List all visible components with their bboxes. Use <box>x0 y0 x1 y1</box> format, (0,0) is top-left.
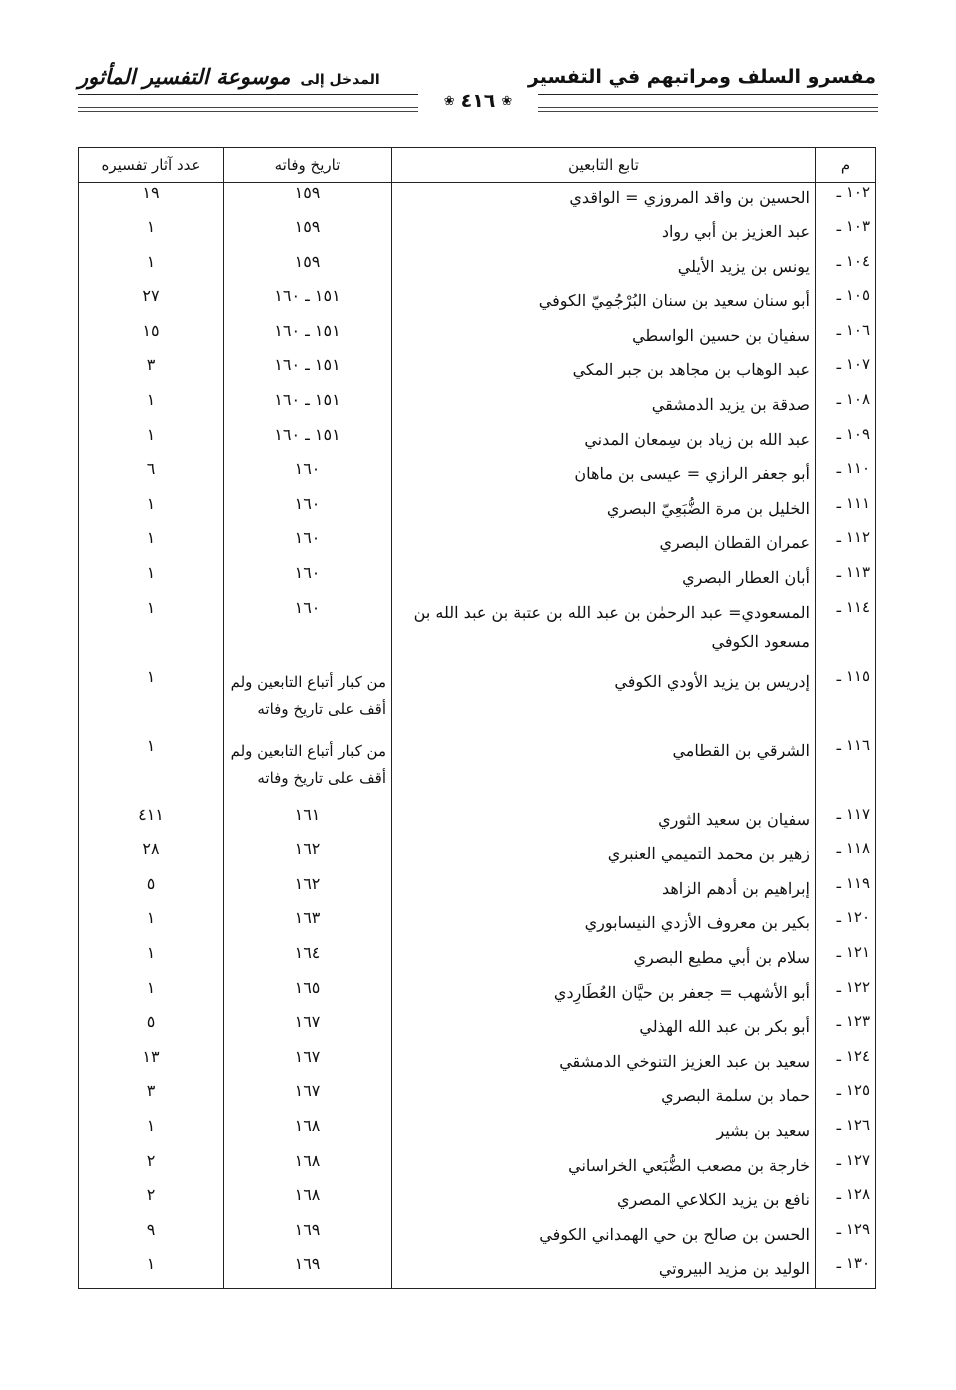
row-index: ١٠٩ ـ <box>816 425 876 460</box>
row-index: ١٢٦ ـ <box>816 1116 876 1151</box>
table-row <box>79 252 876 287</box>
row-death-date: ١٦٧ <box>224 1012 392 1047</box>
row-name: الوليد بن مزيد البيروتي <box>392 1254 816 1289</box>
row-name: خارجة بن مصعب الضُّبَعي الخراساني <box>392 1151 816 1186</box>
row-name: أبو جعفر الرازي = عيسى بن ماهان <box>392 459 816 494</box>
row-athar-count: ١٩ <box>79 183 224 218</box>
row-name: الخليل بن مرة الضُّبَعِيّ البصري <box>392 494 816 529</box>
row-athar-count: ١ <box>79 908 224 943</box>
table-row <box>79 1254 876 1289</box>
row-name: الحسين بن واقد المروزي = الواقدي <box>392 183 816 218</box>
row-name: عبد الوهاب بن مجاهد بن جبر المكي <box>392 355 816 390</box>
row-death-date: ١٥١ ـ ١٦٠ <box>224 425 392 460</box>
row-death-date: ١٦٠ <box>224 598 392 667</box>
table-row <box>79 528 876 563</box>
row-athar-count: ٢٨ <box>79 839 224 874</box>
table-row <box>79 183 876 218</box>
row-death-date: ١٦٠ <box>224 528 392 563</box>
row-athar-count: ١ <box>79 1254 224 1289</box>
row-name: سعيد بن عبد العزيز التنوخي الدمشقي <box>392 1047 816 1082</box>
running-title: مفسرو السلف ومراتبهم في التفسير <box>527 66 876 88</box>
row-death-date: ١٥٩ <box>224 217 392 252</box>
row-athar-count: ٤١١ <box>79 805 224 840</box>
table-row <box>79 736 876 805</box>
table-row <box>79 494 876 529</box>
row-index: ١٢٣ ـ <box>816 1012 876 1047</box>
followers-table <box>78 147 876 1289</box>
row-name: زهير بن محمد التميمي العنبري <box>392 839 816 874</box>
row-death-date: ١٥١ ـ ١٦٠ <box>224 355 392 390</box>
row-index: ١٠٧ ـ <box>816 355 876 390</box>
row-name: سفيان بن حسين الواسطي <box>392 321 816 356</box>
row-athar-count: ٣ <box>79 1081 224 1116</box>
row-index: ١٠٦ ـ <box>816 321 876 356</box>
row-athar-count: ١ <box>79 943 224 978</box>
row-index: ١١٩ ـ <box>816 874 876 909</box>
row-name: حماد بن سلمة البصري <box>392 1081 816 1116</box>
row-name: سلام بن أبي مطيع البصري <box>392 943 816 978</box>
row-index: ١٠٣ ـ <box>816 217 876 252</box>
row-athar-count: ٩ <box>79 1220 224 1255</box>
row-death-date: ١٦٧ <box>224 1081 392 1116</box>
row-index: ١٢١ ـ <box>816 943 876 978</box>
row-index: ١٢٤ ـ <box>816 1047 876 1082</box>
row-athar-count: ١ <box>79 390 224 425</box>
row-index: ١٢٠ ـ <box>816 908 876 943</box>
row-death-date: ١٦٧ <box>224 1047 392 1082</box>
book-intro: المدخل إلى <box>300 72 380 88</box>
table-row <box>79 908 876 943</box>
row-name: بكير بن معروف الأزدي النيسابوري <box>392 908 816 943</box>
col-death-header: تاريخ وفاته <box>224 148 392 183</box>
row-athar-count: ٥ <box>79 1012 224 1047</box>
row-name: أبان العطار البصري <box>392 563 816 598</box>
table-row <box>79 1081 876 1116</box>
row-name: يونس بن يزيد الأيلي <box>392 252 816 287</box>
row-athar-count: ٢ <box>79 1151 224 1186</box>
row-death-date: من كبار أتباع التابعين ولم أقف على تاريخ وفاته <box>224 667 392 736</box>
row-death-date: ١٦٤ <box>224 943 392 978</box>
row-death-date: ١٦٠ <box>224 563 392 598</box>
table-row <box>79 217 876 252</box>
row-name: سعيد بن بشير <box>392 1116 816 1151</box>
table-row <box>79 1151 876 1186</box>
row-name: أبو سنان سعيد بن سنان البُرْجُمِيّ الكوفي <box>392 286 816 321</box>
row-name: الحسن بن صالح بن حي الهمداني الكوفي <box>392 1220 816 1255</box>
row-death-date: ١٥١ ـ ١٦٠ <box>224 286 392 321</box>
row-index: ١٢٧ ـ <box>816 1151 876 1186</box>
row-athar-count: ٢ <box>79 1185 224 1220</box>
row-athar-count: ١ <box>79 563 224 598</box>
col-index-header: م <box>816 148 876 183</box>
table-row <box>79 1220 876 1255</box>
table-row <box>79 667 876 736</box>
row-death-date: ١٦٢ <box>224 839 392 874</box>
row-name: عبد العزيز بن أبي رواد <box>392 217 816 252</box>
col-count-header: عدد آثار تفسيره <box>79 148 224 183</box>
book-title <box>78 64 380 89</box>
row-death-date: ١٥٩ <box>224 183 392 218</box>
table-header-row <box>79 148 876 183</box>
row-name: أبو الأشهب = جعفر بن حيَّان العُطَارِدي <box>392 978 816 1013</box>
row-name: إدريس بن يزيد الأودي الكوفي <box>392 667 816 736</box>
row-index: ١١٥ ـ <box>816 667 876 736</box>
row-name: المسعودي= عبد الرحمٰن بن عبد الله بن عتبة بن عبد الله بن مسعود الكوفي <box>392 598 816 667</box>
row-athar-count: ١٥ <box>79 321 224 356</box>
row-index: ١١١ ـ <box>816 494 876 529</box>
row-name: أبو بكر بن عبد الله الهذلي <box>392 1012 816 1047</box>
table-row <box>79 459 876 494</box>
table-row <box>79 1116 876 1151</box>
row-death-date: ١٦٩ <box>224 1254 392 1289</box>
page-number <box>418 90 538 112</box>
table-body <box>79 183 876 1289</box>
table-row <box>79 598 876 667</box>
row-index: ١١٤ ـ <box>816 598 876 667</box>
row-death-date: ١٥١ ـ ١٦٠ <box>224 390 392 425</box>
row-athar-count: ١ <box>79 978 224 1013</box>
row-index: ١٢٨ ـ <box>816 1185 876 1220</box>
row-name: إبراهيم بن أدهم الزاهد <box>392 874 816 909</box>
table-row <box>79 563 876 598</box>
row-index: ١٢٢ ـ <box>816 978 876 1013</box>
row-athar-count: ٥ <box>79 874 224 909</box>
table-row <box>79 390 876 425</box>
row-index: ١١٢ ـ <box>816 528 876 563</box>
row-death-date: ١٦١ <box>224 805 392 840</box>
row-death-date: ١٥٩ <box>224 252 392 287</box>
table-row <box>79 1185 876 1220</box>
row-index: ١٠٨ ـ <box>816 390 876 425</box>
row-death-date: ١٦٠ <box>224 494 392 529</box>
row-name: عبد الله بن زياد بن سِمعان المدني <box>392 425 816 460</box>
table-row <box>79 805 876 840</box>
row-death-date: ١٦٥ <box>224 978 392 1013</box>
row-athar-count: ٢٧ <box>79 286 224 321</box>
table-row <box>79 943 876 978</box>
row-index: ١٠٥ ـ <box>816 286 876 321</box>
table-row <box>79 425 876 460</box>
row-athar-count: ٦ <box>79 459 224 494</box>
row-index: ١٢٥ ـ <box>816 1081 876 1116</box>
row-index: ١١٧ ـ <box>816 805 876 840</box>
row-index: ١١٦ ـ <box>816 736 876 805</box>
row-death-date: من كبار أتباع التابعين ولم أقف على تاريخ وفاته <box>224 736 392 805</box>
row-athar-count: ١٣ <box>79 1047 224 1082</box>
row-name: صدقة بن يزيد الدمشقي <box>392 390 816 425</box>
row-athar-count: ١ <box>79 528 224 563</box>
page-number-value: ٤١٦ <box>460 90 496 112</box>
row-name: عمران القطان البصري <box>392 528 816 563</box>
row-index: ١٠٤ ـ <box>816 252 876 287</box>
row-index: ١١٠ ـ <box>816 459 876 494</box>
row-name: الشرقي بن القطامي <box>392 736 816 805</box>
row-death-date: ١٦٨ <box>224 1185 392 1220</box>
col-name-header: تابع التابعين <box>392 148 816 183</box>
table-row <box>79 839 876 874</box>
row-athar-count: ١ <box>79 494 224 529</box>
table-row <box>79 874 876 909</box>
ornament-left-icon: ❀ <box>443 93 455 109</box>
table-row <box>79 1047 876 1082</box>
row-death-date: ١٦٠ <box>224 459 392 494</box>
row-athar-count: ١ <box>79 1116 224 1151</box>
row-athar-count: ١ <box>79 252 224 287</box>
ornament-right-icon: ❀ <box>501 93 513 109</box>
row-index: ١٣٠ ـ <box>816 1254 876 1289</box>
row-death-date: ١٦٨ <box>224 1151 392 1186</box>
table-row <box>79 1012 876 1047</box>
row-athar-count: ١ <box>79 598 224 667</box>
row-death-date: ١٦٣ <box>224 908 392 943</box>
row-death-date: ١٦٨ <box>224 1116 392 1151</box>
table-row <box>79 355 876 390</box>
table-row <box>79 321 876 356</box>
row-death-date: ١٦٢ <box>224 874 392 909</box>
row-index: ١٢٩ ـ <box>816 1220 876 1255</box>
row-name: سفيان بن سعيد الثوري <box>392 805 816 840</box>
row-name: نافع بن يزيد الكلاعي المصري <box>392 1185 816 1220</box>
table-row <box>79 978 876 1013</box>
row-death-date: ١٥١ ـ ١٦٠ <box>224 321 392 356</box>
row-athar-count: ١ <box>79 736 224 805</box>
table-row <box>79 286 876 321</box>
row-athar-count: ١ <box>79 425 224 460</box>
row-athar-count: ١ <box>79 217 224 252</box>
row-death-date: ١٦٩ <box>224 1220 392 1255</box>
row-athar-count: ٣ <box>79 355 224 390</box>
row-index: ١١٣ ـ <box>816 563 876 598</box>
book-logo: موسوعة التفسير المأثور <box>78 64 291 89</box>
row-index: ١٠٢ ـ <box>816 183 876 218</box>
row-athar-count: ١ <box>79 667 224 736</box>
row-index: ١١٨ ـ <box>816 839 876 874</box>
